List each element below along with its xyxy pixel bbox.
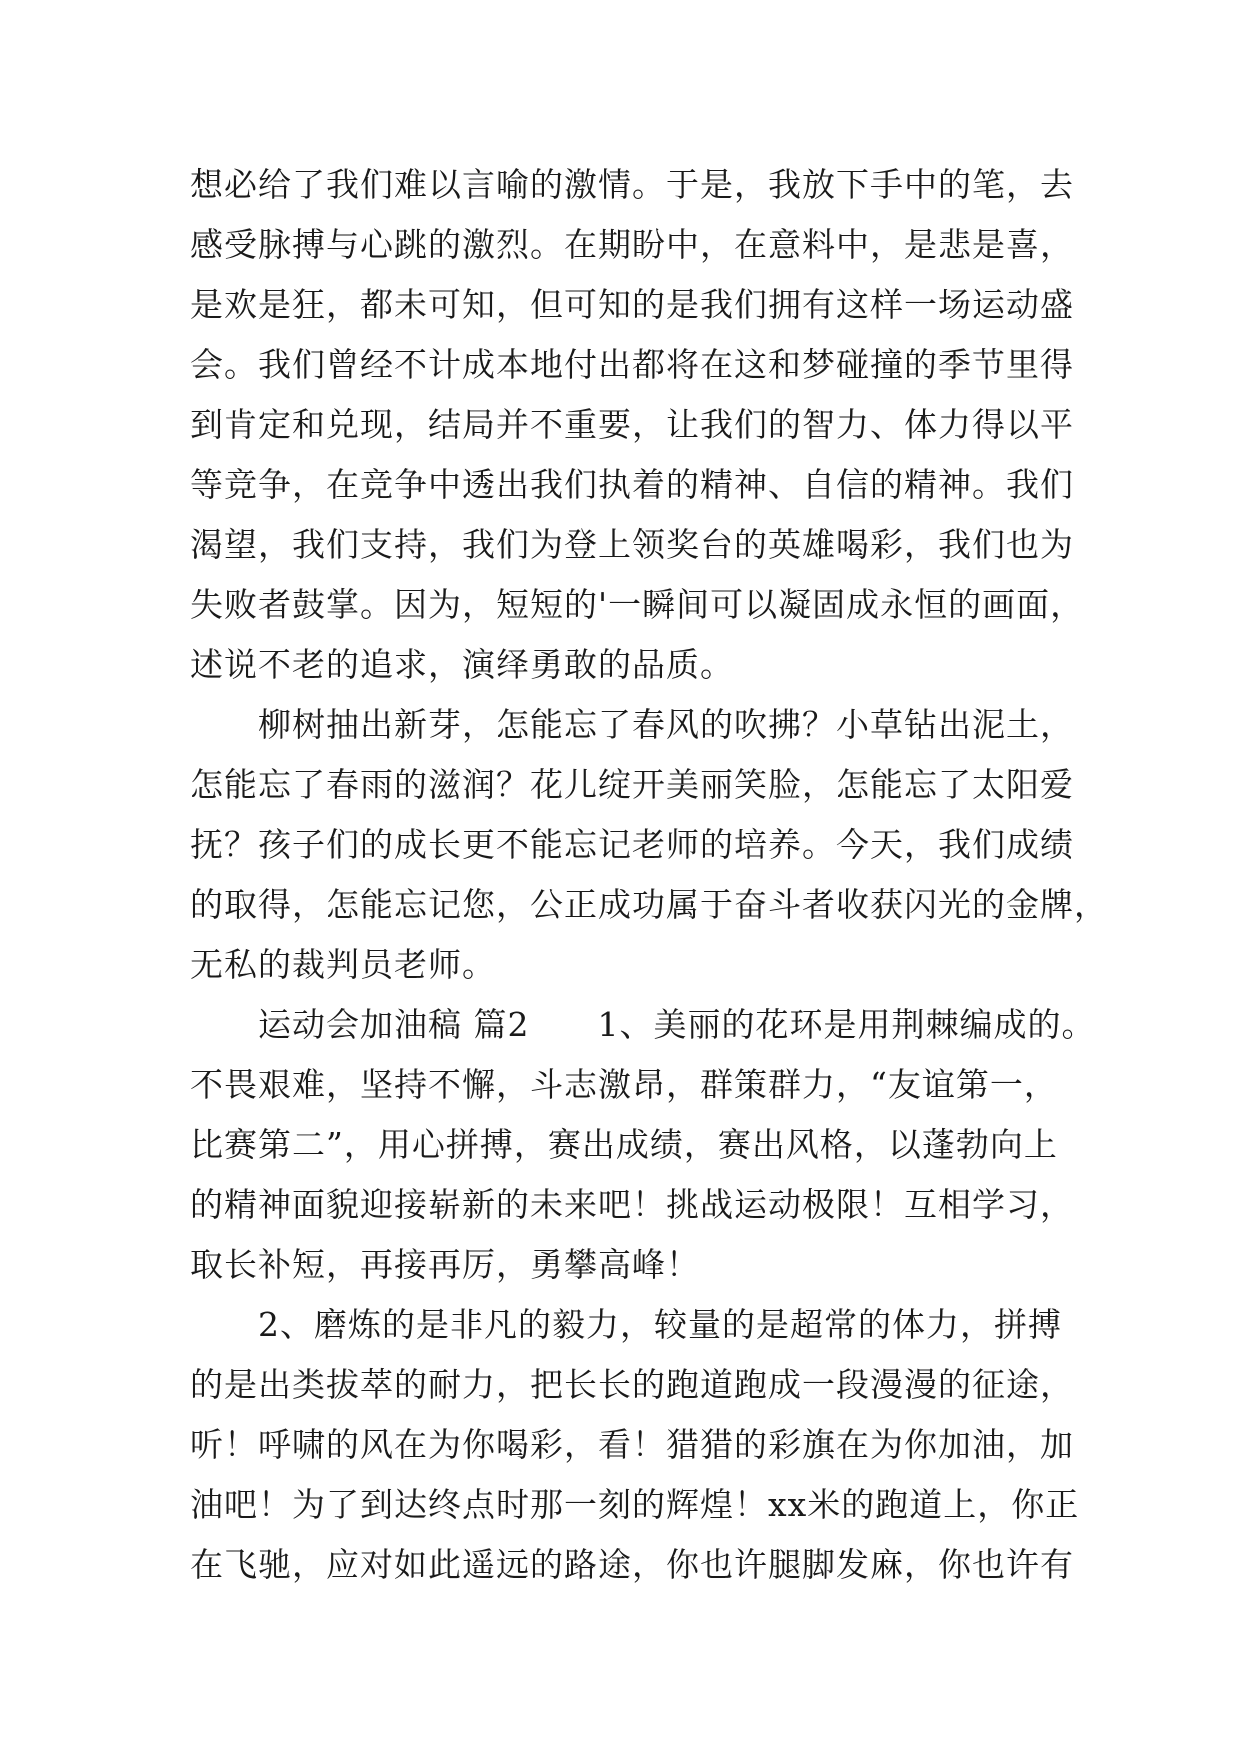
text-line-2: 感受脉搏与心跳的激烈。在期盼中，在意料中，是悲是喜， — [190, 225, 1074, 264]
text-line-13: 的取得，怎能忘记您，公正成功属于奋斗者收获闪光的金牌， — [190, 885, 1108, 924]
text-line-15: 运动会加油稿 篇2 1、美丽的花环是用荆棘编成的。 — [190, 1005, 1096, 1044]
text-line-20: 2、磨炼的是非凡的毅力，较量的是超常的体力，拼搏 — [190, 1305, 1062, 1344]
text-line-14: 无私的裁判员老师。 — [190, 945, 496, 984]
text-line-1: 想必给了我们难以言喻的激情。于是，我放下手中的笔，去 — [190, 165, 1074, 204]
text-line-10: 柳树抽出新芽，怎能忘了春风的吹拂？小草钻出泥土， — [190, 705, 1074, 744]
text-line-5: 到肯定和兑现，结局并不重要，让我们的智力、体力得以平 — [190, 405, 1074, 444]
text-line-7: 渴望，我们支持，我们为登上领奖台的英雄喝彩，我们也为 — [190, 525, 1074, 564]
text-line-19: 取长补短，再接再厉，勇攀高峰！ — [190, 1245, 700, 1284]
text-line-6: 等竞争，在竞争中透出我们执着的精神、自信的精神。我们 — [190, 465, 1074, 504]
text-line-4: 会。我们曾经不计成本地付出都将在这和梦碰撞的季节里得 — [190, 345, 1074, 384]
text-line-23: 油吧！为了到达终点时那一刻的辉煌！xx米的跑道上，你正 — [190, 1485, 1080, 1524]
text-line-11: 怎能忘了春雨的滋润？花儿绽开美丽笑脸，怎能忘了太阳爱 — [190, 765, 1074, 804]
text-line-16: 不畏艰难，坚持不懈，斗志激昂，群策群力，“友谊第一， — [190, 1065, 1058, 1104]
text-line-24: 在飞驰，应对如此遥远的路途，你也许腿脚发麻，你也许有 — [190, 1545, 1074, 1584]
text-line-18: 的精神面貌迎接崭新的未来吧！挑战运动极限！互相学习， — [190, 1185, 1074, 1224]
text-line-9: 述说不老的追求，演绎勇敢的品质。 — [190, 645, 734, 684]
text-line-17: 比赛第二”，用心拼搏，赛出成绩，赛出风格，以蓬勃向上 — [190, 1125, 1058, 1164]
text-line-21: 的是出类拔萃的耐力，把长长的跑道跑成一段漫漫的征途， — [190, 1365, 1074, 1404]
text-line-3: 是欢是狂，都未可知，但可知的是我们拥有这样一场运动盛 — [190, 285, 1074, 324]
text-line-22: 听！呼啸的风在为你喝彩，看！猎猎的彩旗在为你加油，加 — [190, 1425, 1074, 1464]
text-line-12: 抚？孩子们的成长更不能忘记老师的培养。今天，我们成绩 — [190, 825, 1074, 864]
text-line-8: 失败者鼓掌。因为，短短的'一瞬间可以凝固成永恒的画面， — [190, 585, 1085, 624]
